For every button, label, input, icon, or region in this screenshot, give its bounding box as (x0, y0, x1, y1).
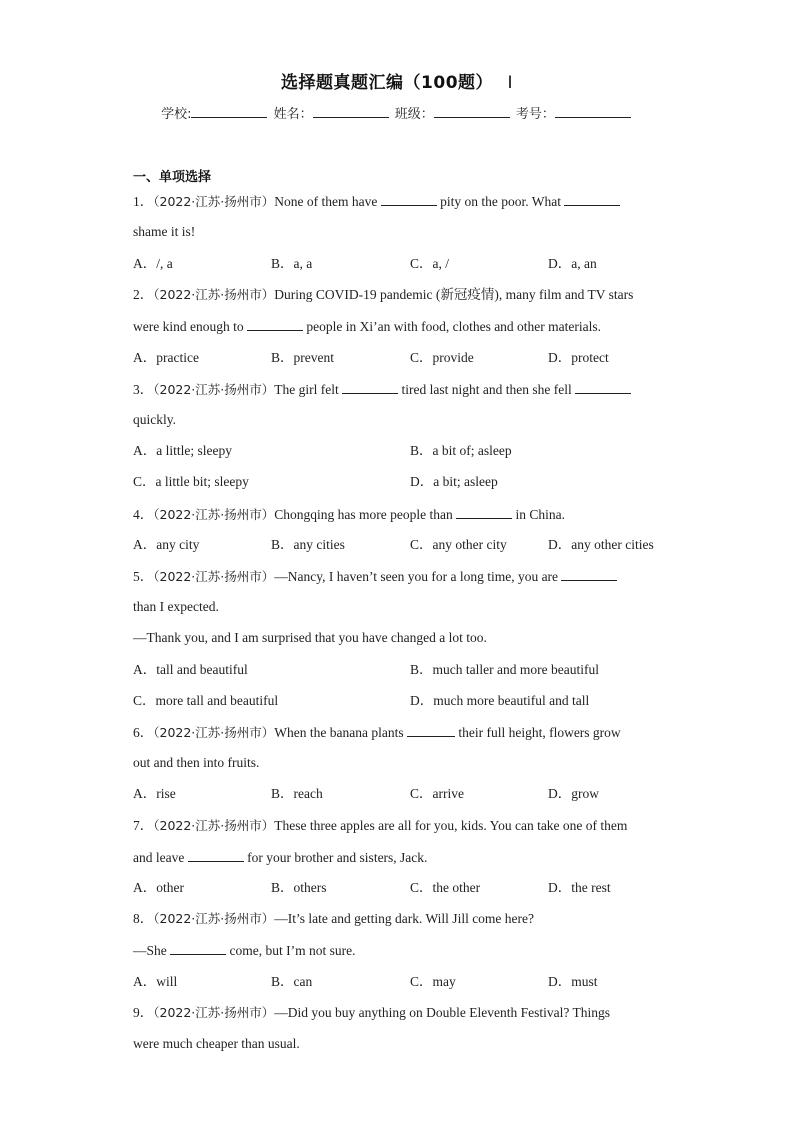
title-text: 选择题真题汇编（100题） (281, 73, 494, 93)
option-d[interactable]: D．a, an (548, 256, 597, 271)
question-1-line-1 (133, 193, 653, 209)
question-7-line-1 (133, 818, 653, 834)
question-5-line-2: than I expected. (133, 599, 219, 614)
option-c[interactable]: C．arrive (410, 786, 464, 801)
option-d[interactable]: D．any other cities (548, 537, 654, 552)
question-3-line-1 (133, 381, 653, 397)
option-b[interactable]: B．any cities (271, 537, 345, 552)
question-text: were kind enough to (133, 319, 244, 334)
option-d[interactable]: D．the rest (548, 880, 611, 895)
question-9-line-2: were much cheaper than usual. (133, 1036, 300, 1051)
question-source: （2022·江苏·扬州市） (153, 287, 275, 302)
question-text: in China. (515, 507, 565, 522)
name-label: 姓名： (273, 107, 313, 122)
question-number: 9． (133, 1005, 154, 1020)
answer-blank[interactable] (456, 506, 512, 519)
question-6-line-1 (133, 724, 653, 740)
option-c[interactable]: C．more tall and beautiful (133, 693, 279, 708)
option-b[interactable]: B．can (271, 974, 313, 989)
class-blank[interactable] (434, 105, 510, 118)
question-text: Chongqing has more people than (274, 507, 453, 522)
question-text: None of them have (274, 194, 378, 209)
question-source: （2022·江苏·扬州市） (153, 569, 275, 584)
id-label: 考号： (515, 107, 555, 122)
question-text: —Did you buy anything on Double Eleventh Festival? Things (274, 1005, 610, 1020)
question-text: During COVID-19 pandemic (新冠疫情), many film and TV stars (274, 287, 634, 302)
school-label: 学校: (161, 107, 192, 122)
class-label: 班级： (394, 107, 434, 122)
question-text: When the banana plants (274, 725, 404, 740)
question-text: people in Xi’an with food, clothes and other materials. (306, 319, 602, 334)
option-a[interactable]: A．a little; sleepy (133, 443, 232, 458)
option-d[interactable]: D．must (548, 974, 598, 989)
question-source: （2022·江苏·扬州市） (153, 194, 275, 209)
option-c[interactable]: C．the other (410, 880, 481, 895)
question-source: （2022·江苏·扬州市） (153, 911, 275, 926)
option-c[interactable]: C．any other city (410, 537, 507, 552)
question-text: come, but I’m not sure. (229, 943, 356, 958)
option-a[interactable]: A．tall and beautiful (133, 662, 248, 677)
option-d[interactable]: D．protect (548, 350, 609, 365)
answer-blank[interactable] (561, 568, 617, 581)
question-number: 6． (133, 725, 154, 740)
question-source: （2022·江苏·扬州市） (153, 382, 275, 397)
option-d[interactable]: D．a bit; asleep (410, 474, 498, 489)
option-b[interactable]: B．reach (271, 786, 323, 801)
question-number: 8． (133, 911, 154, 926)
answer-blank[interactable] (188, 849, 244, 862)
question-number: 3． (133, 382, 154, 397)
page-title (0, 68, 794, 93)
option-b[interactable]: B．much taller and more beautiful (410, 662, 599, 677)
school-blank[interactable] (191, 105, 267, 118)
question-5-line-1 (133, 568, 653, 584)
question-9-line-1 (133, 1005, 653, 1021)
question-1-line-2: shame it is! (133, 224, 196, 239)
id-blank[interactable] (555, 105, 631, 118)
option-c[interactable]: C．a little bit; sleepy (133, 474, 249, 489)
answer-blank[interactable] (407, 724, 455, 737)
question-text: —She (133, 943, 167, 958)
option-a[interactable]: A．will (133, 974, 178, 989)
section-title: 一、单项选择 (133, 170, 212, 185)
question-6-line-2: out and then into fruits. (133, 755, 260, 770)
question-text: These three apples are all for you, kids. You can take one of them (274, 818, 628, 833)
question-5-line-3: —Thank you, and I am surprised that you have changed a lot too. (133, 630, 487, 645)
question-number: 1． (133, 194, 154, 209)
option-a[interactable]: A．any city (133, 537, 200, 552)
question-source: （2022·江苏·扬州市） (153, 507, 275, 522)
question-text: and leave (133, 850, 185, 865)
option-b[interactable]: B．a bit of; asleep (410, 443, 512, 458)
question-text: The girl felt (274, 382, 339, 397)
question-source: （2022·江苏·扬州市） (153, 725, 275, 740)
option-a[interactable]: A．rise (133, 786, 176, 801)
question-text: for your brother and sisters, Jack. (247, 850, 428, 865)
question-number: 4． (133, 507, 154, 522)
name-blank[interactable] (313, 105, 389, 118)
answer-blank[interactable] (564, 193, 620, 206)
question-text: tired last night and then she fell (401, 382, 572, 397)
question-source: （2022·江苏·扬州市） (153, 1005, 275, 1020)
question-2-line-2 (133, 318, 653, 334)
option-d[interactable]: D．grow (548, 786, 599, 801)
option-b[interactable]: B．prevent (271, 350, 334, 365)
answer-blank[interactable] (381, 193, 437, 206)
answer-blank[interactable] (342, 381, 398, 394)
option-d[interactable]: D．much more beautiful and tall (410, 693, 590, 708)
option-b[interactable]: B．a, a (271, 256, 313, 271)
answer-blank[interactable] (247, 318, 303, 331)
question-3-line-2: quickly. (133, 412, 176, 427)
question-text: pity on the poor. What (440, 194, 561, 209)
answer-blank[interactable] (575, 381, 631, 394)
question-text: —Nancy, I haven’t seen you for a long time, you are (274, 569, 559, 584)
option-c[interactable]: C．provide (410, 350, 474, 365)
option-a[interactable]: A．other (133, 880, 184, 895)
option-c[interactable]: C．may (410, 974, 456, 989)
answer-blank[interactable] (170, 942, 226, 955)
option-b[interactable]: B．others (271, 880, 327, 895)
title-mark: I (507, 73, 513, 93)
question-4-line-1 (133, 506, 653, 522)
question-number: 5． (133, 569, 154, 584)
question-text: —It’s late and getting dark. Will Jill come here? (274, 911, 535, 926)
question-number: 7． (133, 818, 154, 833)
question-7-line-2 (133, 849, 653, 865)
question-text: their full height, flowers grow (458, 725, 621, 740)
question-8-line-2 (133, 942, 653, 958)
student-info-line (0, 103, 794, 122)
question-source: （2022·江苏·扬州市） (153, 818, 275, 833)
question-number: 2． (133, 287, 154, 302)
question-2-line-1 (133, 287, 653, 303)
question-8-line-1 (133, 911, 653, 927)
option-c[interactable]: C．a, / (410, 256, 449, 271)
option-a[interactable]: A．practice (133, 350, 199, 365)
option-a[interactable]: A．/, a (133, 256, 173, 271)
